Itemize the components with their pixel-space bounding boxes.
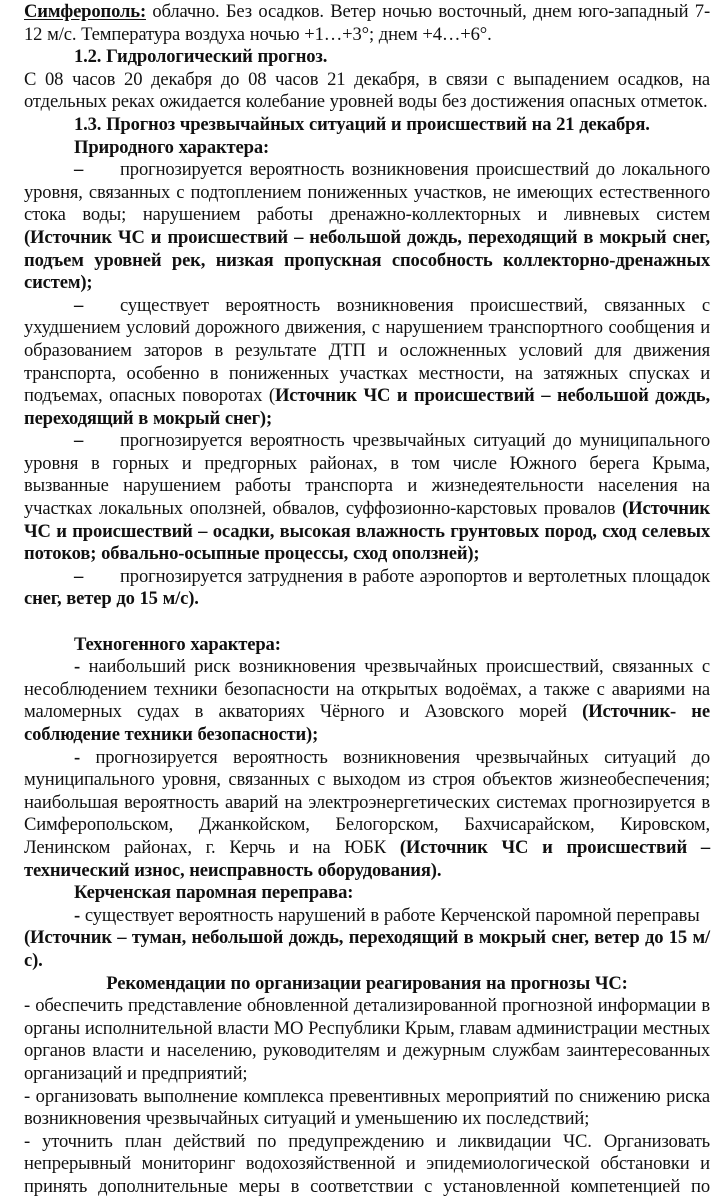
technogenic-item	[24, 747, 710, 883]
natural-item	[24, 159, 710, 295]
natural-item	[24, 295, 710, 431]
recommendations-heading: Рекомендации по организации реагирования на прогнозы ЧС:	[106, 972, 628, 994]
ferry-source: (Источник – туман, небольшой дождь, переходящий в мокрый снег, ветер до 15 м/с).	[24, 927, 710, 971]
dash-marker: –	[74, 430, 84, 452]
recommendation-item: - уточнить план действий по предупреждению и ликвидации ЧС. Организовать непрерывный мониторинг водохозяйственной и эпидемиологической обстановки и принять дополнительные меры в соответствии с установленной компетенцией по	[24, 1130, 710, 1197]
dash-marker: -	[74, 904, 81, 926]
item-text: прогнозируется затруднения в работе аэропортов и вертолетных площадок	[120, 565, 710, 587]
item-source: (Источник ЧС и происшествий – технический износ, неисправность оборудования).	[24, 836, 710, 881]
item-source: Источник ЧС и происшествий – небольшой дождь, переходящий в мокрый снег);	[24, 385, 710, 429]
spacer	[24, 611, 710, 634]
weather-paragraph	[24, 1, 710, 46]
item-text: существует вероятность нарушений в работе Керченской паромной переправы	[84, 904, 700, 926]
item-text: прогнозируется вероятность возникновения происшествий до локального уровня, связанных с подтоплением пониженных участков, не имеющих естественного стока воды; нарушением работы дренажно-коллекторных и ливневых систем	[24, 159, 710, 226]
item-source: снег, ветер до 15 м/с).	[24, 588, 199, 610]
forecast-heading: 1.3. Прогноз чрезвычайных ситуаций и происшествий на 21 декабря.	[74, 113, 650, 135]
hydro-heading: 1.2. Гидрологический прогноз.	[74, 46, 328, 68]
city-name: Симферополь:	[24, 1, 146, 22]
item-text: существует вероятность возникновения происшествий, связанных с ухудшением условий дорожного движения, с нарушением транспортного сообщения и образованием заторов в результате ДТП и осложненных условий для движения транспорта, особенно в пониженных участках местности, на затяжных спусках и подъемах, опасных поворотах (	[24, 294, 710, 407]
technogenic-item	[24, 656, 710, 746]
technogenic-heading: Техногенного характера:	[74, 633, 281, 655]
natural-item	[24, 566, 710, 611]
dash-marker: –	[74, 159, 84, 181]
natural-item	[24, 430, 710, 566]
recommendation-item: - обеспечить представление обновленной детализированной прогнозной информации в органы исполнительной власти МО Республики Крым, главам администрации местных органов власти и населению, руководителям и дежурным службам заинтересованных организаций и предприятий;	[24, 995, 710, 1084]
ferry-heading: Керченская паромная переправа:	[74, 882, 354, 904]
ferry-item	[24, 905, 710, 928]
item-text: прогнозируется вероятность возникновения чрезвычайных ситуаций до муниципального уровня, связанных с выходом из строя объектов жизнеобеспечения; наибольшая вероятность аварий на электроэнергетических системах прогнозируется в Симферопольском, Джанкойском, Белогорском, Бахчисарайском, Кировском, Ленинском районах, г. Керчь и на ЮБК	[24, 746, 710, 858]
dash-marker: -	[74, 746, 81, 768]
dash-marker: –	[74, 294, 84, 316]
recommendation-item: - организовать выполнение комплекса превентивных мероприятий по снижению риска возникновения чрезвычайных ситуаций и уменьшению их последствий;	[24, 1085, 710, 1130]
item-source: (Источник- не соблюдение техники безопасности);	[24, 701, 710, 745]
hydro-text: С 08 часов 20 декабря до 08 часов 21 декабря, в связи с выпадением осадков, на отдельных реках ожидается колебание уровней воды без достижения опасных отметок.	[24, 68, 710, 113]
item-source: (Источник ЧС и происшествий – осадки, высокая влажность грунтовых пород, сход селевых потоков; обвально-осыпные процессы, сход оползней);	[24, 498, 710, 565]
dash-marker: -	[74, 656, 81, 678]
item-source: (Источник ЧС и происшествий – небольшой дождь, переходящий в мокрый снег, подъем уровней рек, низкая пропускная способность коллекторно-дренажных систем);	[24, 226, 710, 294]
natural-heading: Природного характера:	[74, 136, 270, 158]
item-text: наибольший риск возникновения чрезвычайных происшествий, связанных с несоблюдением техники безопасности на открытых водоёмах, а также с авариями на маломерных судах в акваториях Чёрного и Азовского морей	[24, 656, 710, 723]
item-text: прогнозируется вероятность чрезвычайных ситуаций до муниципального уровня в горных и предгорных районах, в том числе Южного берега Крыма, вызванные нарушением работы транспорта и жизнедеятельности населения на участках локальных оползней, обвалов, суффозионно-карстовых провалов	[24, 430, 710, 520]
dash-marker: –	[74, 565, 84, 587]
weather-text: облачно. Без осадков. Ветер ночью восточный, днем юго-западный 7-12 м/с. Температура воздуха ночью +1…+3°; днем +4…+6°.	[24, 1, 710, 45]
